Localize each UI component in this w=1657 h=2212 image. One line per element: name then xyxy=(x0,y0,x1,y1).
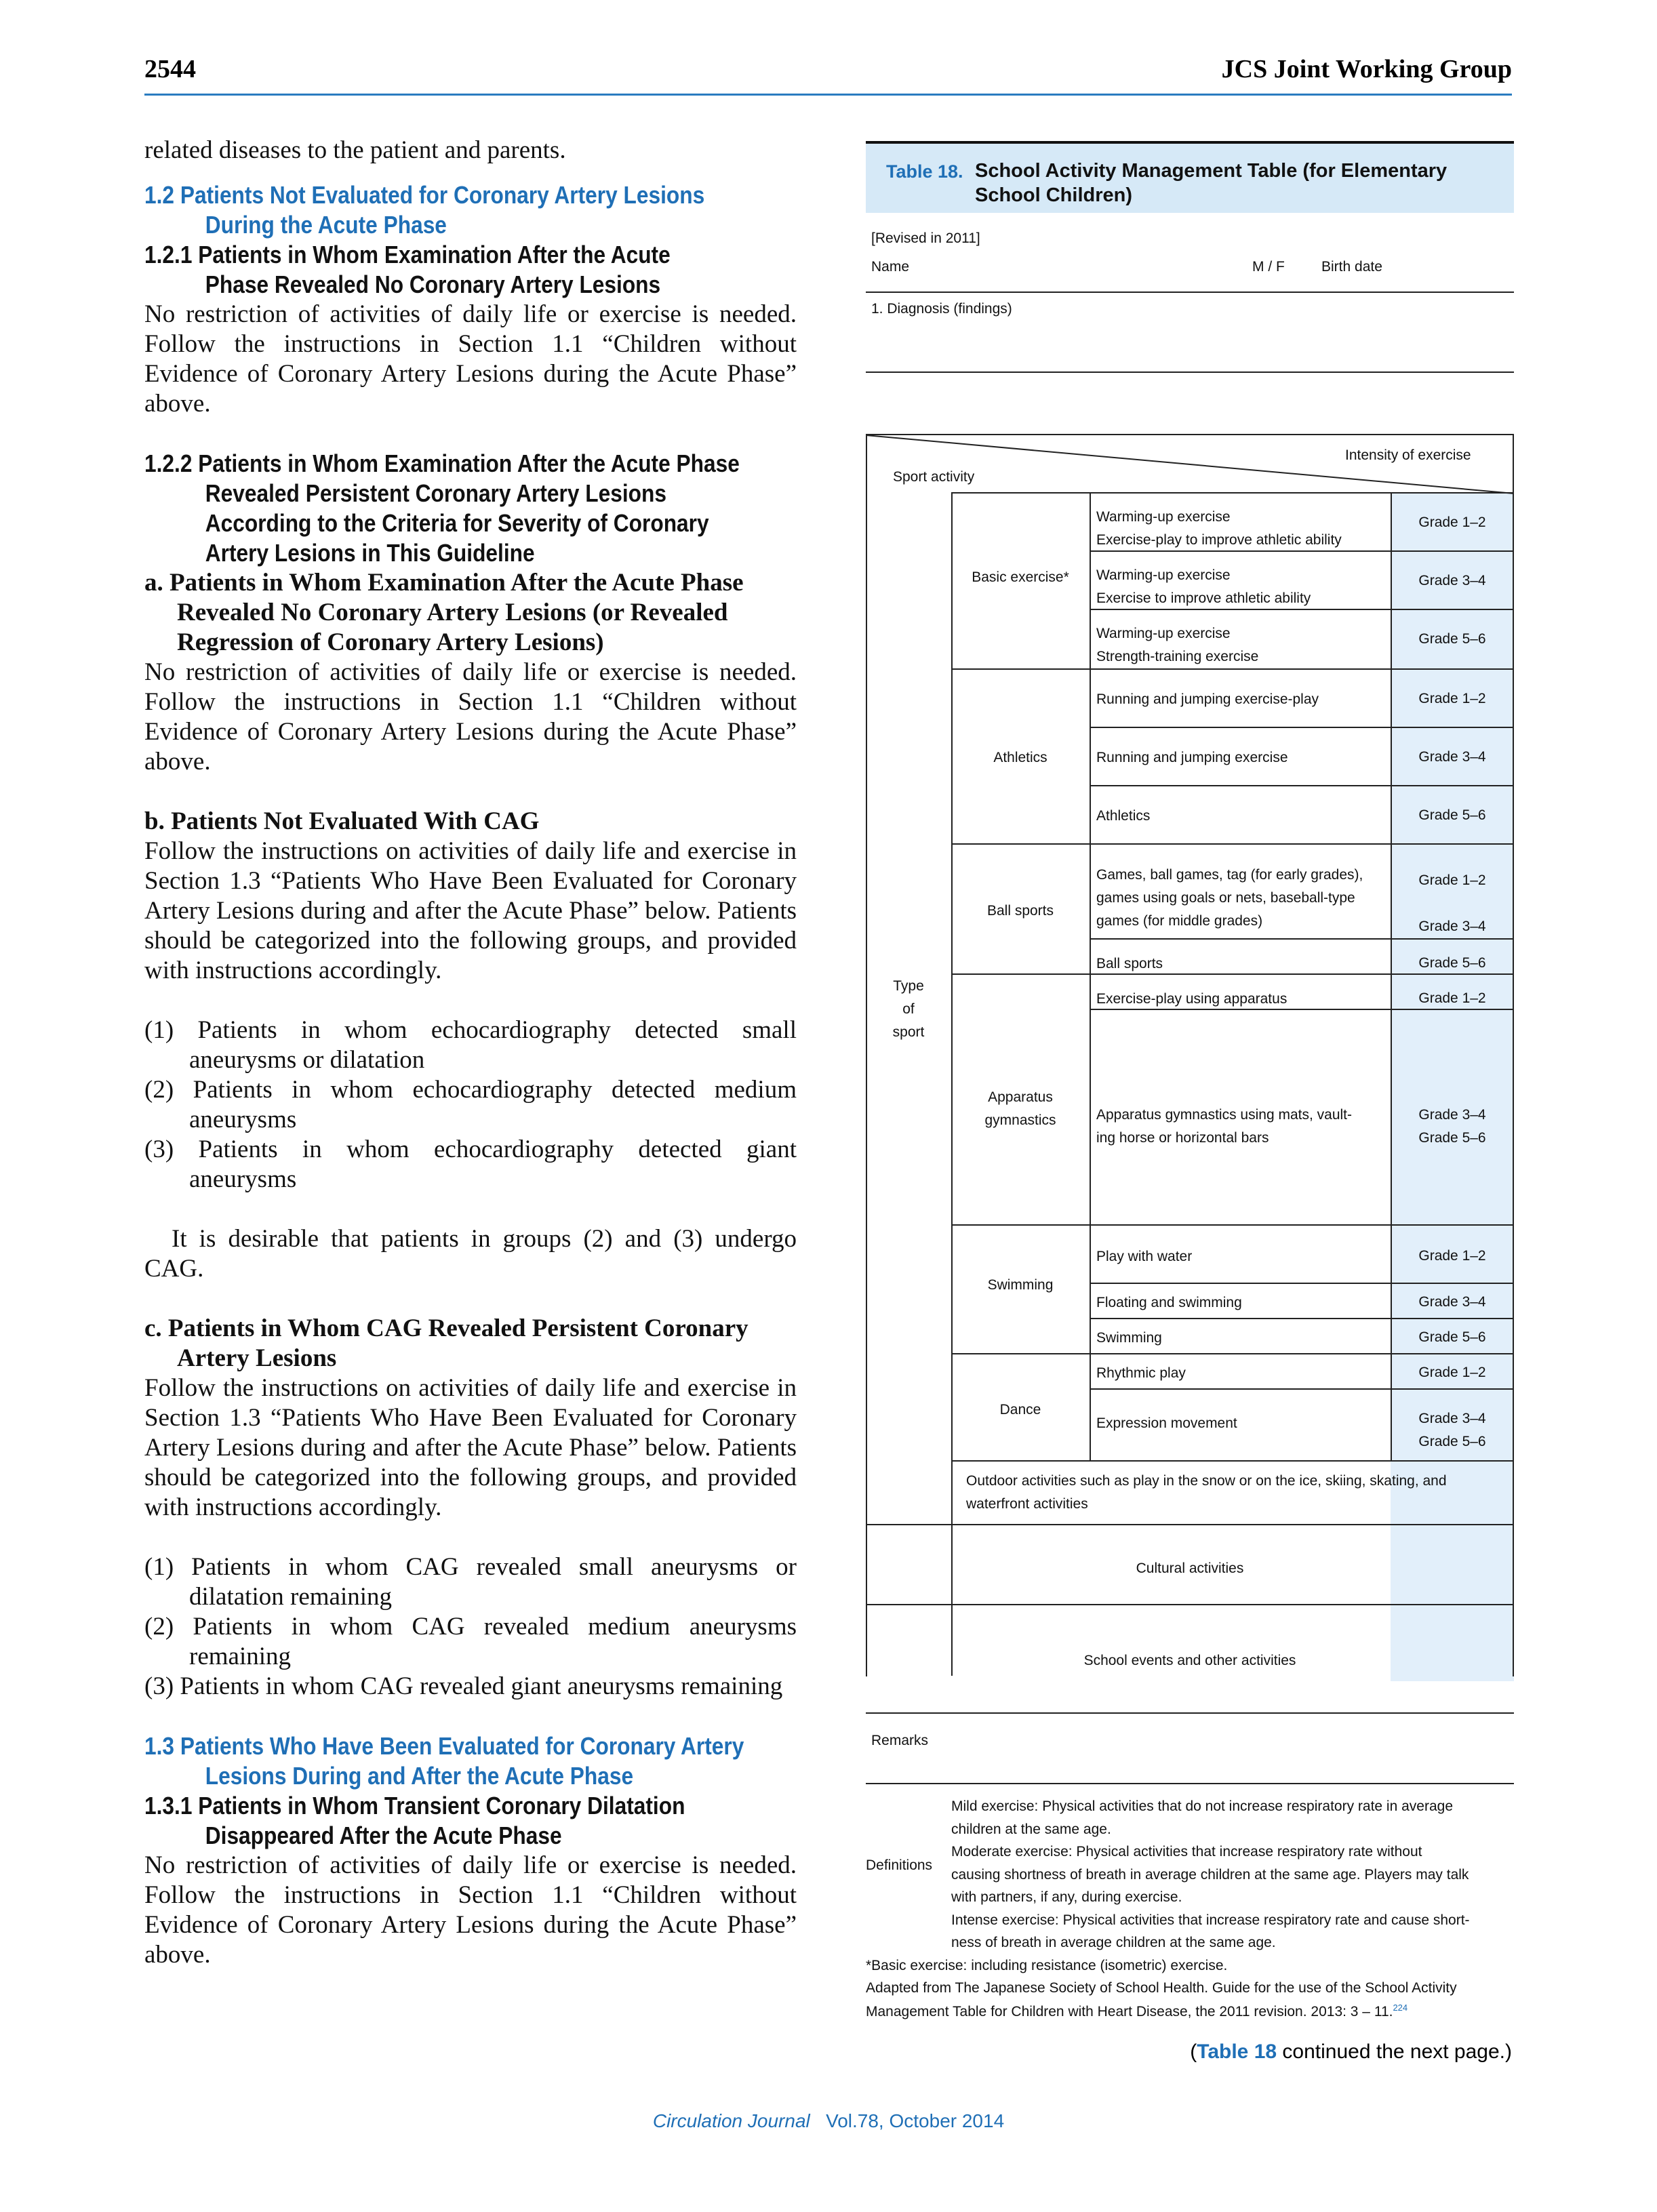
row-dance-1: Rhythmic play xyxy=(1096,1365,1186,1381)
row-text: Exercise to improve athletic ability xyxy=(1096,590,1311,606)
subsection-heading-1-2-2-cont: Artery Lesions in This Guideline xyxy=(205,539,535,567)
row-text: Strength-training exercise xyxy=(1096,649,1259,664)
row-text: Games, ball games, tag (for early grades), xyxy=(1096,867,1363,883)
grade-cell: Grade 1–2 xyxy=(1418,872,1486,888)
group-swimming: Swimming xyxy=(987,1277,1054,1293)
list-item: (3) Patients in whom CAG revealed giant aneurysms remaining xyxy=(144,1672,783,1700)
rule xyxy=(1090,1318,1514,1319)
page-footer xyxy=(0,2110,1657,2132)
group-text: gymnastics xyxy=(984,1112,1056,1128)
row-apparatus-2 xyxy=(1096,1104,1352,1150)
row-outdoor xyxy=(966,1470,1447,1516)
rule xyxy=(951,1224,1514,1226)
row-text: games (for middle grades) xyxy=(1096,913,1263,929)
footnote-source: Adapted from The Japanese Society of School Health. Guide for the use of the School Activity xyxy=(866,1980,1457,1996)
group-athletics: Athletics xyxy=(993,750,1047,765)
group-text: Apparatus xyxy=(988,1089,1053,1105)
definition-line: with partners, if any, during exercise. xyxy=(951,1889,1182,1905)
rule xyxy=(951,973,1514,975)
paragraph: No restriction of activities of daily life or exercise is needed. Follow the instructions in Section 1.1 “Children without Evidence of Coronary Artery Lesions during the Acute Phase” above. xyxy=(144,300,797,418)
intensity-label: Intensity of exercise xyxy=(1345,447,1471,463)
row-athletics-3: Athletics xyxy=(1096,808,1151,824)
row-swim-2: Floating and swimming xyxy=(1096,1295,1242,1310)
row-text: games using goals or nets, baseball-type xyxy=(1096,890,1355,906)
grade-cell: Grade 1–2 xyxy=(1418,1365,1486,1380)
paragraph: No restriction of activities of daily life or exercise is needed. Follow the instructions in Section 1.1 “Children without Evidence of Coronary Artery Lesions during the Acute Phase” above. xyxy=(144,1851,797,1969)
item-heading-a-cont: Revealed No Coronary Artery Lesions (or Revealed xyxy=(177,599,728,626)
definition-line: Mild exercise: Physical activities that do not increase respiratory rate in average xyxy=(951,1798,1454,1814)
section-heading-1-3-cont: Lesions During and After the Acute Phase xyxy=(205,1762,634,1790)
subsection-heading-1-2-1-cont: Phase Revealed No Coronary Artery Lesions xyxy=(205,270,661,298)
sex-field-label: M / F xyxy=(1252,259,1285,275)
subsection-heading-1-2-2: 1.2.2 Patients in Whom Examination After the Acute Phase xyxy=(144,449,740,477)
footnote-source-text: Management Table for Children with Heart Disease, the 2011 revision. 2013: 3 – 11. xyxy=(866,2004,1393,2019)
grade-cell: Grade 1–2 xyxy=(1418,515,1486,530)
row-apparatus-1: Exercise-play using apparatus xyxy=(1096,991,1287,1007)
footnote-basic-exercise: *Basic exercise: including resistance (isometric) exercise. xyxy=(866,1958,1228,1973)
type-word: of xyxy=(902,1001,915,1017)
row-text: Warming-up exercise xyxy=(1096,567,1231,583)
grade-cell: Grade 3–4 xyxy=(1418,1411,1486,1426)
definition-line: children at the same age. xyxy=(951,1821,1111,1837)
row-text: Apparatus gymnastics using mats, vault- xyxy=(1096,1107,1352,1123)
reference-superscript[interactable]: 224 xyxy=(1393,2003,1408,2013)
rule xyxy=(951,1353,1514,1354)
row-basic-3 xyxy=(1096,622,1258,668)
item-heading-a-cont: Regression of Coronary Artery Lesions) xyxy=(177,628,604,656)
subsection-heading-1-2-1: 1.2.1 Patients in Whom Examination After the Acute xyxy=(144,241,671,268)
list-item: (2) Patients in whom CAG revealed medium aneurysms remaining xyxy=(144,1613,797,1670)
section-heading-1-3: 1.3 Patients Who Have Been Evaluated for Coronary Artery xyxy=(144,1732,744,1760)
type-word: sport xyxy=(892,1024,925,1040)
definitions-text xyxy=(951,1795,1514,1954)
rule xyxy=(1090,727,1514,728)
grade-cell: Grade 3–4 xyxy=(1418,919,1486,934)
section-heading-1-2: 1.2 Patients Not Evaluated for Coronary Artery Lesions xyxy=(144,181,705,209)
footnote-source-cont xyxy=(866,2003,1408,2020)
grade-cell: Grade 1–2 xyxy=(1418,691,1486,706)
grade-cell: Grade 5–6 xyxy=(1418,955,1486,971)
group-ball-sports: Ball sports xyxy=(986,903,1054,919)
row-text: Outdoor activities such as play in the snow or on the ice, skiing, skating, and xyxy=(966,1473,1447,1489)
definitions-label: Definitions xyxy=(866,1857,933,1873)
row-text: Warming-up exercise xyxy=(1096,626,1231,641)
row-dance-2: Expression movement xyxy=(1096,1415,1237,1431)
table-border-right xyxy=(1513,434,1514,1676)
grade-cell: Grade 3–4 xyxy=(1418,573,1486,588)
rule xyxy=(1090,1388,1514,1390)
paragraph: Follow the instructions on activities of daily life and exercise in Section 1.3 “Patients Who Have Been Evaluated for Coronary Artery Lesions during and after the Acute Phase” below. Patients should be categorized into the following groups, and provided with instructions accordingly. xyxy=(144,1374,797,1521)
item-heading-c: c. Patients in Whom CAG Revealed Persistent Coronary xyxy=(144,1314,748,1342)
type-word: Type xyxy=(893,978,924,994)
rule xyxy=(951,843,1514,845)
rule xyxy=(866,1524,1514,1525)
item-heading-b: b. Patients Not Evaluated With CAG xyxy=(144,807,540,835)
definition-line: Intense exercise: Physical activities that increase respiratory rate and cause short- xyxy=(951,1912,1470,1928)
row-basic-1 xyxy=(1096,506,1342,552)
row-text: Warming-up exercise xyxy=(1096,509,1231,525)
left-column xyxy=(144,136,797,1970)
grade-cell: Grade 3–4 xyxy=(1418,749,1486,765)
group-apparatus xyxy=(951,1086,1090,1132)
rule xyxy=(1090,938,1514,940)
grade-cell: Grade 5–6 xyxy=(1418,1329,1486,1345)
column-rule xyxy=(1090,492,1091,1462)
header-rule xyxy=(144,94,1512,96)
row-swim-3: Swimming xyxy=(1096,1330,1162,1346)
item-heading-a: a. Patients in Whom Examination After the Acute Phase xyxy=(144,569,744,597)
rule xyxy=(866,1783,1514,1784)
row-swim-1: Play with water xyxy=(1096,1249,1193,1264)
paragraph: related diseases to the patient and parents. xyxy=(144,136,566,164)
diagnosis-label: 1. Diagnosis (findings) xyxy=(871,301,1012,317)
table-18 xyxy=(866,141,1514,2019)
grade-cell: Grade 5–6 xyxy=(1418,631,1486,647)
rule xyxy=(866,291,1514,293)
table-label: Table 18. xyxy=(886,161,963,182)
birthdate-field-label: Birth date xyxy=(1321,259,1382,275)
subsection-heading-1-3-1: 1.3.1 Patients in Whom Transient Coronary Dilatation xyxy=(144,1792,685,1819)
rule xyxy=(1090,550,1514,552)
diagonal-header-line xyxy=(866,434,1514,495)
running-title: JCS Joint Working Group xyxy=(1221,55,1512,83)
table-continued-note xyxy=(1190,2040,1512,2064)
paragraph: It is desirable that patients in groups (2) and (3) undergo CAG. xyxy=(144,1225,797,1283)
row-ball-2: Ball sports xyxy=(1096,956,1163,971)
rule xyxy=(951,492,1514,494)
paragraph: No restriction of activities of daily life or exercise is needed. Follow the instructions in Section 1.1 “Children without Evidence of Coronary Artery Lesions during the Acute Phase” above. xyxy=(144,658,797,776)
subsection-heading-1-2-2-cont: According to the Criteria for Severity of Coronary xyxy=(205,509,709,537)
row-athletics-2: Running and jumping exercise xyxy=(1096,750,1288,765)
row-text: ing horse or horizontal bars xyxy=(1096,1130,1269,1146)
name-field-label: Name xyxy=(871,259,910,275)
remarks-label: Remarks xyxy=(871,1733,929,1748)
continued-text: continued the next page.) xyxy=(1277,2040,1512,2063)
paren: ( xyxy=(1190,2040,1197,2063)
table-reference-link[interactable]: Table 18 xyxy=(1197,2040,1277,2063)
rule xyxy=(1090,1283,1514,1284)
rule xyxy=(951,668,1514,670)
rule xyxy=(1090,785,1514,786)
subsection-heading-1-3-1-cont: Disappeared After the Acute Phase xyxy=(205,1822,562,1849)
section-heading-1-2-cont: During the Acute Phase xyxy=(205,211,447,239)
rule xyxy=(951,1460,1514,1462)
list-item: (2) Patients in whom echocardiography detected medium aneurysms xyxy=(144,1076,797,1133)
rule xyxy=(1090,1009,1514,1010)
page-number: 2544 xyxy=(144,55,196,83)
subsection-heading-1-2-2-cont: Revealed Persistent Coronary Artery Lesions xyxy=(205,479,666,507)
type-of-sport-label xyxy=(866,975,951,1044)
grade-cell: Grade 5–6 xyxy=(1418,1434,1486,1449)
table-title: School Activity Management Table (for Elementary School Children) xyxy=(975,160,1448,206)
definition-line: causing shortness of breath in average children at the same age. Players may talk xyxy=(951,1866,1469,1883)
table-header xyxy=(866,141,1514,213)
list-item: (1) Patients in whom echocardiography detected small aneurysms or dilatation xyxy=(144,1016,797,1074)
paragraph: Follow the instructions on activities of daily life and exercise in Section 1.3 “Patients Who Have Been Evaluated for Coronary Artery Lesions during and after the Acute Phase” below. Patients should be categorized into the following groups, and provided with instructions accordingly. xyxy=(144,837,797,984)
grade-cell: Grade 5–6 xyxy=(1418,807,1486,823)
grade-cell: Grade 1–2 xyxy=(1418,990,1486,1006)
grade-cell: Grade 3–4 xyxy=(1418,1107,1486,1123)
school-events: School events and other activities xyxy=(1083,1653,1296,1668)
journal-name: Circulation Journal xyxy=(652,2110,810,2131)
definition-line: ness of breath in average children at the same age. xyxy=(951,1935,1276,1950)
definition-line: Moderate exercise: Physical activities that increase respiratory rate without xyxy=(951,1844,1422,1859)
rule xyxy=(866,1712,1514,1714)
row-basic-2 xyxy=(1096,564,1311,610)
grade-cell: Grade 1–2 xyxy=(1418,1248,1486,1264)
group-dance: Dance xyxy=(999,1402,1041,1417)
grade-cell: Grade 3–4 xyxy=(1418,1294,1486,1310)
rule xyxy=(866,1604,1514,1605)
journal-volume: Vol.78, October 2014 xyxy=(826,2110,1005,2131)
rule xyxy=(866,371,1514,373)
item-heading-c-cont: Artery Lesions xyxy=(177,1344,337,1372)
table-border-left xyxy=(866,434,867,1676)
rule xyxy=(1090,609,1514,610)
revised-note: [Revised in 2011] xyxy=(871,230,980,246)
row-ball-1 xyxy=(1096,864,1363,933)
sport-activity-label: Sport activity xyxy=(893,469,975,485)
row-athletics-1: Running and jumping exercise-play xyxy=(1096,691,1319,707)
grade-cell: Grade 5–6 xyxy=(1418,1130,1486,1146)
list-item: (3) Patients in whom echocardiography detected giant aneurysms xyxy=(144,1135,797,1193)
row-text: waterfront activities xyxy=(966,1496,1088,1512)
group-basic-exercise: Basic exercise* xyxy=(972,569,1069,585)
list-item: (1) Patients in whom CAG revealed small aneurysms or dilatation remaining xyxy=(144,1553,797,1611)
cultural-activities: Cultural activities xyxy=(1136,1561,1244,1576)
row-text: Exercise-play to improve athletic ability xyxy=(1096,532,1342,548)
